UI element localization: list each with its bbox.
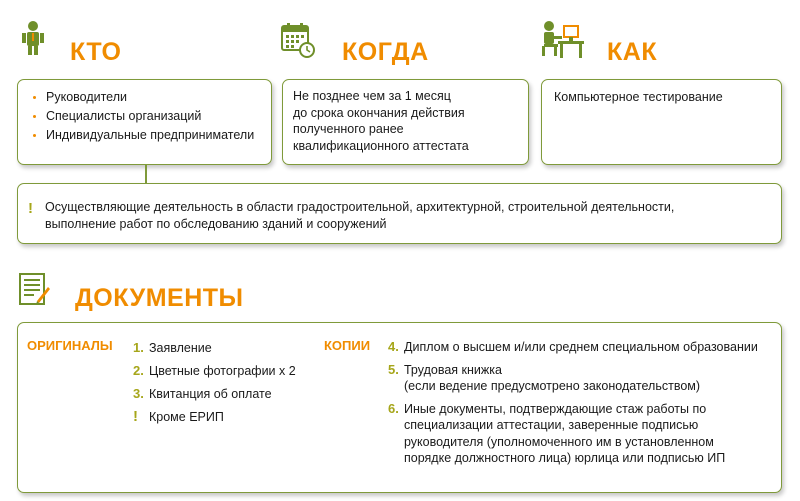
item-number: 5. <box>388 361 399 377</box>
exclamation-icon: ! <box>28 200 33 217</box>
item-text: Трудовая книжка <box>404 362 502 377</box>
list-item: • Руководители <box>46 88 265 107</box>
how-heading: КАК <box>607 38 658 66</box>
item-number: 1. <box>133 340 144 355</box>
list-item <box>133 362 323 385</box>
item-text: руководителя (уполномоченного им в установленном <box>404 434 714 449</box>
list-item <box>388 401 778 467</box>
note-line: Осуществляющие деятельность в области градостроительной, архитектурной, строительной деятельности, <box>45 200 675 214</box>
item-text: Иные документы, подтверждающие стаж работы по <box>404 401 707 416</box>
item-text: Цветные фотографии х 2 <box>149 364 296 378</box>
person-icon <box>20 20 50 56</box>
list-item: • Индивидуальные предприниматели <box>46 126 265 145</box>
how-card <box>541 79 782 165</box>
originals-label: ОРИГИНАЛЫ <box>27 338 113 353</box>
connector-line <box>145 165 147 184</box>
when-line: до срока окончания действия <box>293 105 465 120</box>
list-item <box>388 339 778 356</box>
calendar-icon <box>281 22 315 58</box>
item-number: 2. <box>133 363 144 378</box>
item-text: специализации аттестации, заверенные подписью <box>404 418 699 432</box>
item-text: Кроме ЕРИП <box>149 410 224 424</box>
when-card <box>282 79 529 165</box>
note-line: выполнение работ по обследованию зданий и сооружений <box>45 216 387 231</box>
item-number: 3. <box>133 386 144 401</box>
how-text: Компьютерное тестирование <box>554 90 723 104</box>
when-line: квалификационного аттестата <box>293 138 469 153</box>
item-text: Диплом о высшем и/или среднем специальном образовании <box>404 340 758 354</box>
when-line: полученного ранее <box>293 122 404 136</box>
item-text: Квитанция об оплате <box>149 387 272 401</box>
list-item <box>388 362 778 395</box>
item-number: 4. <box>388 339 399 354</box>
item-text: Заявление <box>149 341 212 355</box>
when-line: Не позднее чем за 1 месяц <box>293 89 451 103</box>
list-item <box>133 408 323 431</box>
exclamation-icon: ! <box>133 408 138 425</box>
when-heading: КОГДА <box>342 38 429 66</box>
who-card <box>17 79 272 165</box>
who-heading: КТО <box>70 38 122 66</box>
copies-label: КОПИИ <box>324 338 371 353</box>
item-text: (если ведение предусмотрено законодательством) <box>404 379 701 393</box>
who-list <box>24 88 265 145</box>
copies-list <box>388 339 778 467</box>
note-card <box>17 183 782 244</box>
list-item <box>133 385 323 408</box>
documents-heading: ДОКУМЕНТЫ <box>75 284 244 312</box>
document-icon <box>19 273 51 307</box>
list-item <box>133 339 323 362</box>
originals-list <box>133 339 323 431</box>
documents-card <box>17 322 782 493</box>
list-item: • Специалисты организаций <box>46 107 265 126</box>
item-text: порядке должностного лица) юрлица или подписью ИП <box>404 451 726 465</box>
computer-user-icon <box>540 20 584 60</box>
item-number: 6. <box>388 400 399 416</box>
